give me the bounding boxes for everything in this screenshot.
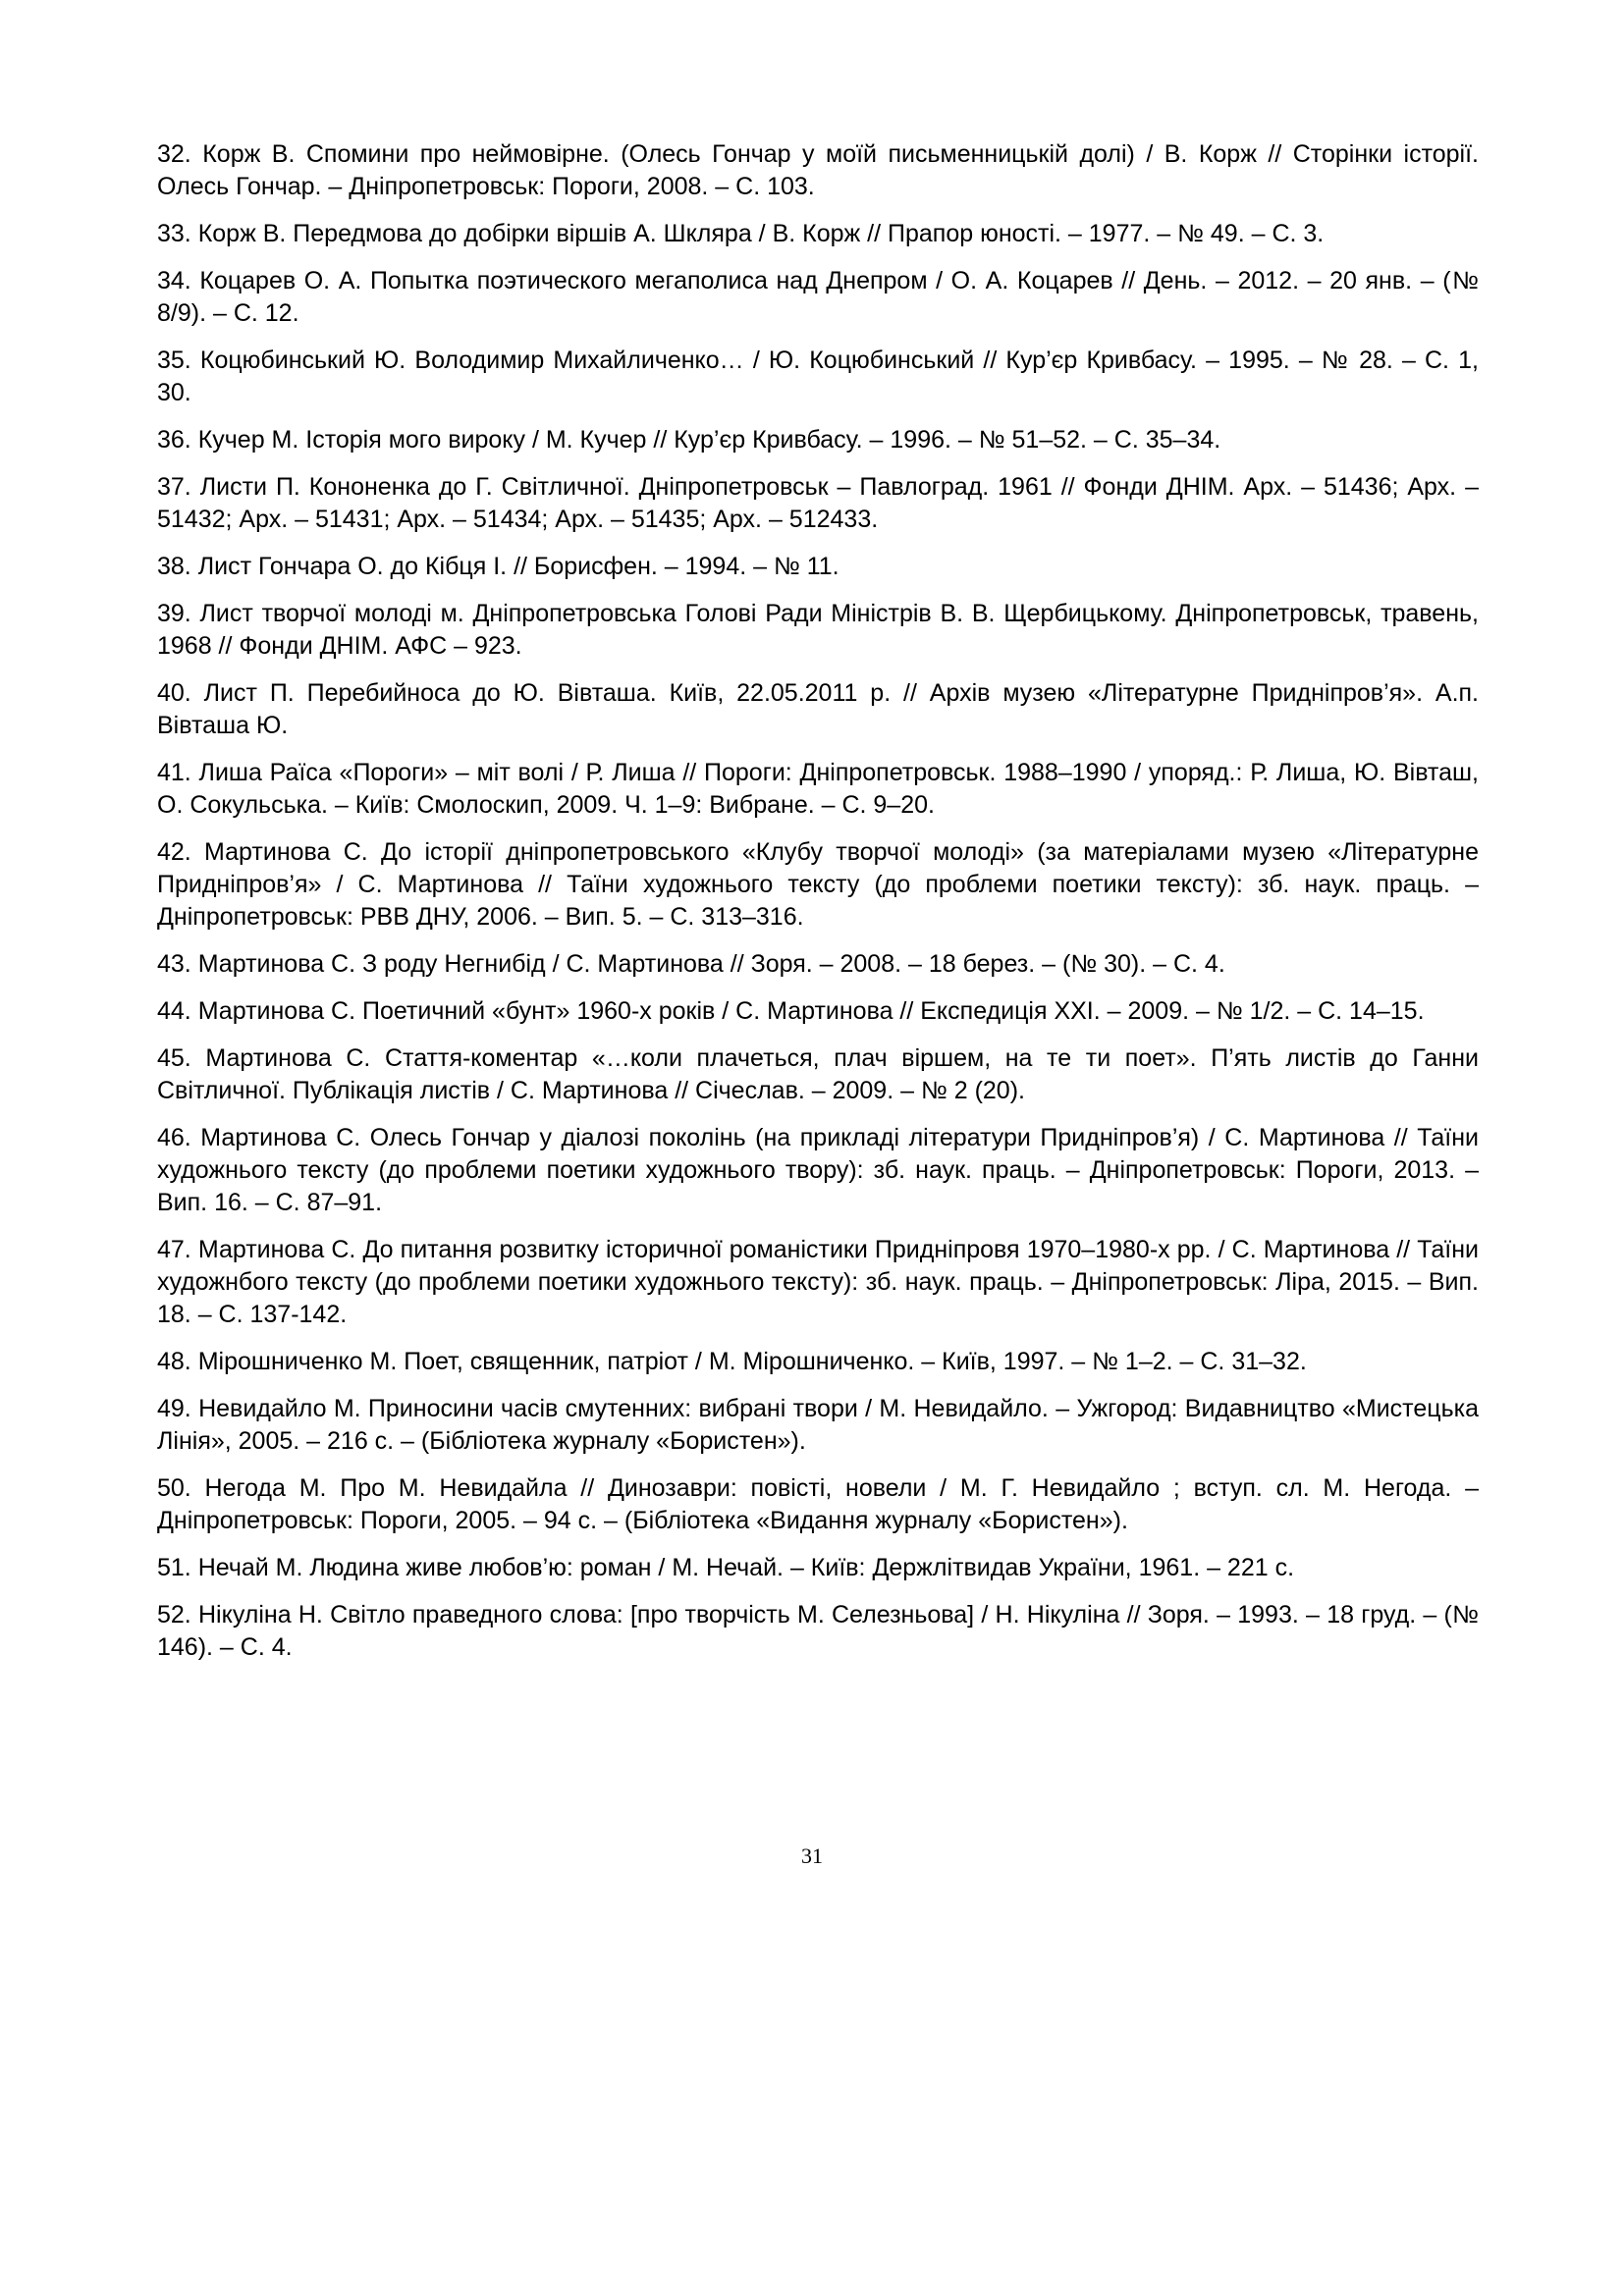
reference-item: 45. Мартинова С. Стаття-коментар «…коли плачеться, плач віршем, на те ти поет». П’ять листів до Ганни Світличної. Публікація листів / С. Мартинова // Січеслав. – 2009. – № 2 (20). xyxy=(157,1044,1479,1104)
reference-item: 47. Мартинова С. До питання розвитку історичної романістики Придніпровя 1970–1980-х рр. / С. Мартинова // Таїни художнбого тексту (до проблеми поетики художнього тексту): зб. наук. праць. – Дніпропетровськ: Ліра, 2015. – Вип. 18. – С. 137-142. xyxy=(157,1236,1479,1328)
reference-item: 34. Коцарев О. А. Попытка поэтического мегаполиса над Днепром / О. А. Коцарев // День. – 2012. – 20 янв. – (№ 8/9). – С. 12. xyxy=(157,267,1479,327)
reference-item: 41. Лиша Раїса «Пороги» – міт волі / Р. Лиша // Пороги: Дніпропетровськ. 1988–1990 / упоряд.: Р. Лиша, Ю. Вівташ, О. Сокульська. – Київ: Смолоскип, 2009. Ч. 1–9: Вибране. – С. 9–20. xyxy=(157,759,1479,819)
reference-item: 38. Лист Гончара О. до Кібця І. // Борисфен. – 1994. – № 11. xyxy=(157,553,839,580)
reference-item: 48. Мірошниченко М. Поет, священник, патріот / М. Мірошниченко. – Київ, 1997. – № 1–2. – С. 31–32. xyxy=(157,1348,1307,1375)
reference-item: 46. Мартинова С. Олесь Гончар у діалозі поколінь (на прикладі літератури Придніпров’я) / С. Мартинова // Таїни художнього тексту (до проблеми поетики художнього твору): зб. наук. праць. – Дніпропетровськ: Пороги, 2013. – Вип. 16. – С. 87–91. xyxy=(157,1124,1479,1216)
reference-list xyxy=(157,138,1479,1679)
reference-item: 40. Лист П. Перебийноса до Ю. Вівташа. Київ, 22.05.2011 р. // Архів музею «Літературне Придніпров’я». А.п. Вівташа Ю. xyxy=(157,679,1479,739)
reference-item: 39. Лист творчої молоді м. Дніпропетровська Голові Ради Міністрів В. В. Щербицькому. Дніпропетровськ, травень, 1968 // Фонди ДНІМ. АФС – 923. xyxy=(157,600,1479,660)
reference-item: 37. Листи П. Кононенка до Г. Світличної. Дніпропетровськ – Павлоград. 1961 // Фонди ДНІМ. Арх. – 51436; Арх. – 51432; Арх. – 51431; Арх. – 51434; Арх. – 51435; Арх. – 512433. xyxy=(157,473,1479,533)
reference-item: 35. Коцюбинський Ю. Володимир Михайличенко… / Ю. Коцюбинський // Кур’єр Кривбасу. – 1995. – № 28. – С. 1, 30. xyxy=(157,347,1479,406)
reference-item: 43. Мартинова С. З роду Негнибід / С. Мартинова // Зоря. – 2008. – 18 берез. – (№ 30). – С. 4. xyxy=(157,950,1225,978)
reference-item: 50. Негода М. Про М. Невидайла // Динозаври: повісті, новели / М. Г. Невидайло ; вступ. сл. М. Негода. – Дніпропетровськ: Пороги, 2005. – 94 с. – (Бібліотека «Видання журналу «Бористен»). xyxy=(157,1474,1479,1534)
reference-item: 42. Мартинова С. До історії дніпропетровського «Клубу творчої молоді» (за матеріалами музею «Літературне Придніпров’я» / С. Мартинова // Таїни художнього тексту (до проблеми поетики тексту): зб. наук. праць. – Дніпропетровськ: РВВ ДНУ, 2006. – Вип. 5. – С. 313–316. xyxy=(157,838,1479,931)
page-number: 31 xyxy=(801,1843,823,1868)
reference-item: 36. Кучер М. Історія мого вироку / М. Кучер // Кур’єр Кривбасу. – 1996. – № 51–52. – С. 35–34. xyxy=(157,426,1221,454)
reference-item: 44. Мартинова С. Поетичний «бунт» 1960-х років / С. Мартинова // Експедиція XXI. – 2009. – № 1/2. – С. 14–15. xyxy=(157,997,1425,1025)
reference-item: 51. Нечай М. Людина живе любов’ю: роман / М. Нечай. – Київ: Держлітвидав України, 1961. – 221 с. xyxy=(157,1554,1295,1581)
reference-item: 33. Корж В. Передмова до добірки віршів А. Шкляра / В. Корж // Прапор юності. – 1977. – № 49. – С. 3. xyxy=(157,220,1325,247)
reference-item: 32. Корж В. Спомини про неймовірне. (Олесь Гончар у моїй письменницькій долі) / В. Корж // Сторінки історії. Олесь Гончар. – Дніпропетровськ: Пороги, 2008. – С. 103. xyxy=(157,140,1479,200)
reference-item: 49. Невидайло М. Приносини часів смутенних: вибрані твори / М. Невидайло. – Ужгород: Видавництво «Мистецька Лінія», 2005. – 216 с. – (Бібліотека журналу «Бористен»). xyxy=(157,1395,1479,1455)
reference-item: 52. Нікуліна Н. Світло праведного слова: [про творчість М. Селезньова] / Н. Нікуліна // Зоря. – 1993. – 18 груд. – (№ 146). – С. 4. xyxy=(157,1601,1479,1661)
